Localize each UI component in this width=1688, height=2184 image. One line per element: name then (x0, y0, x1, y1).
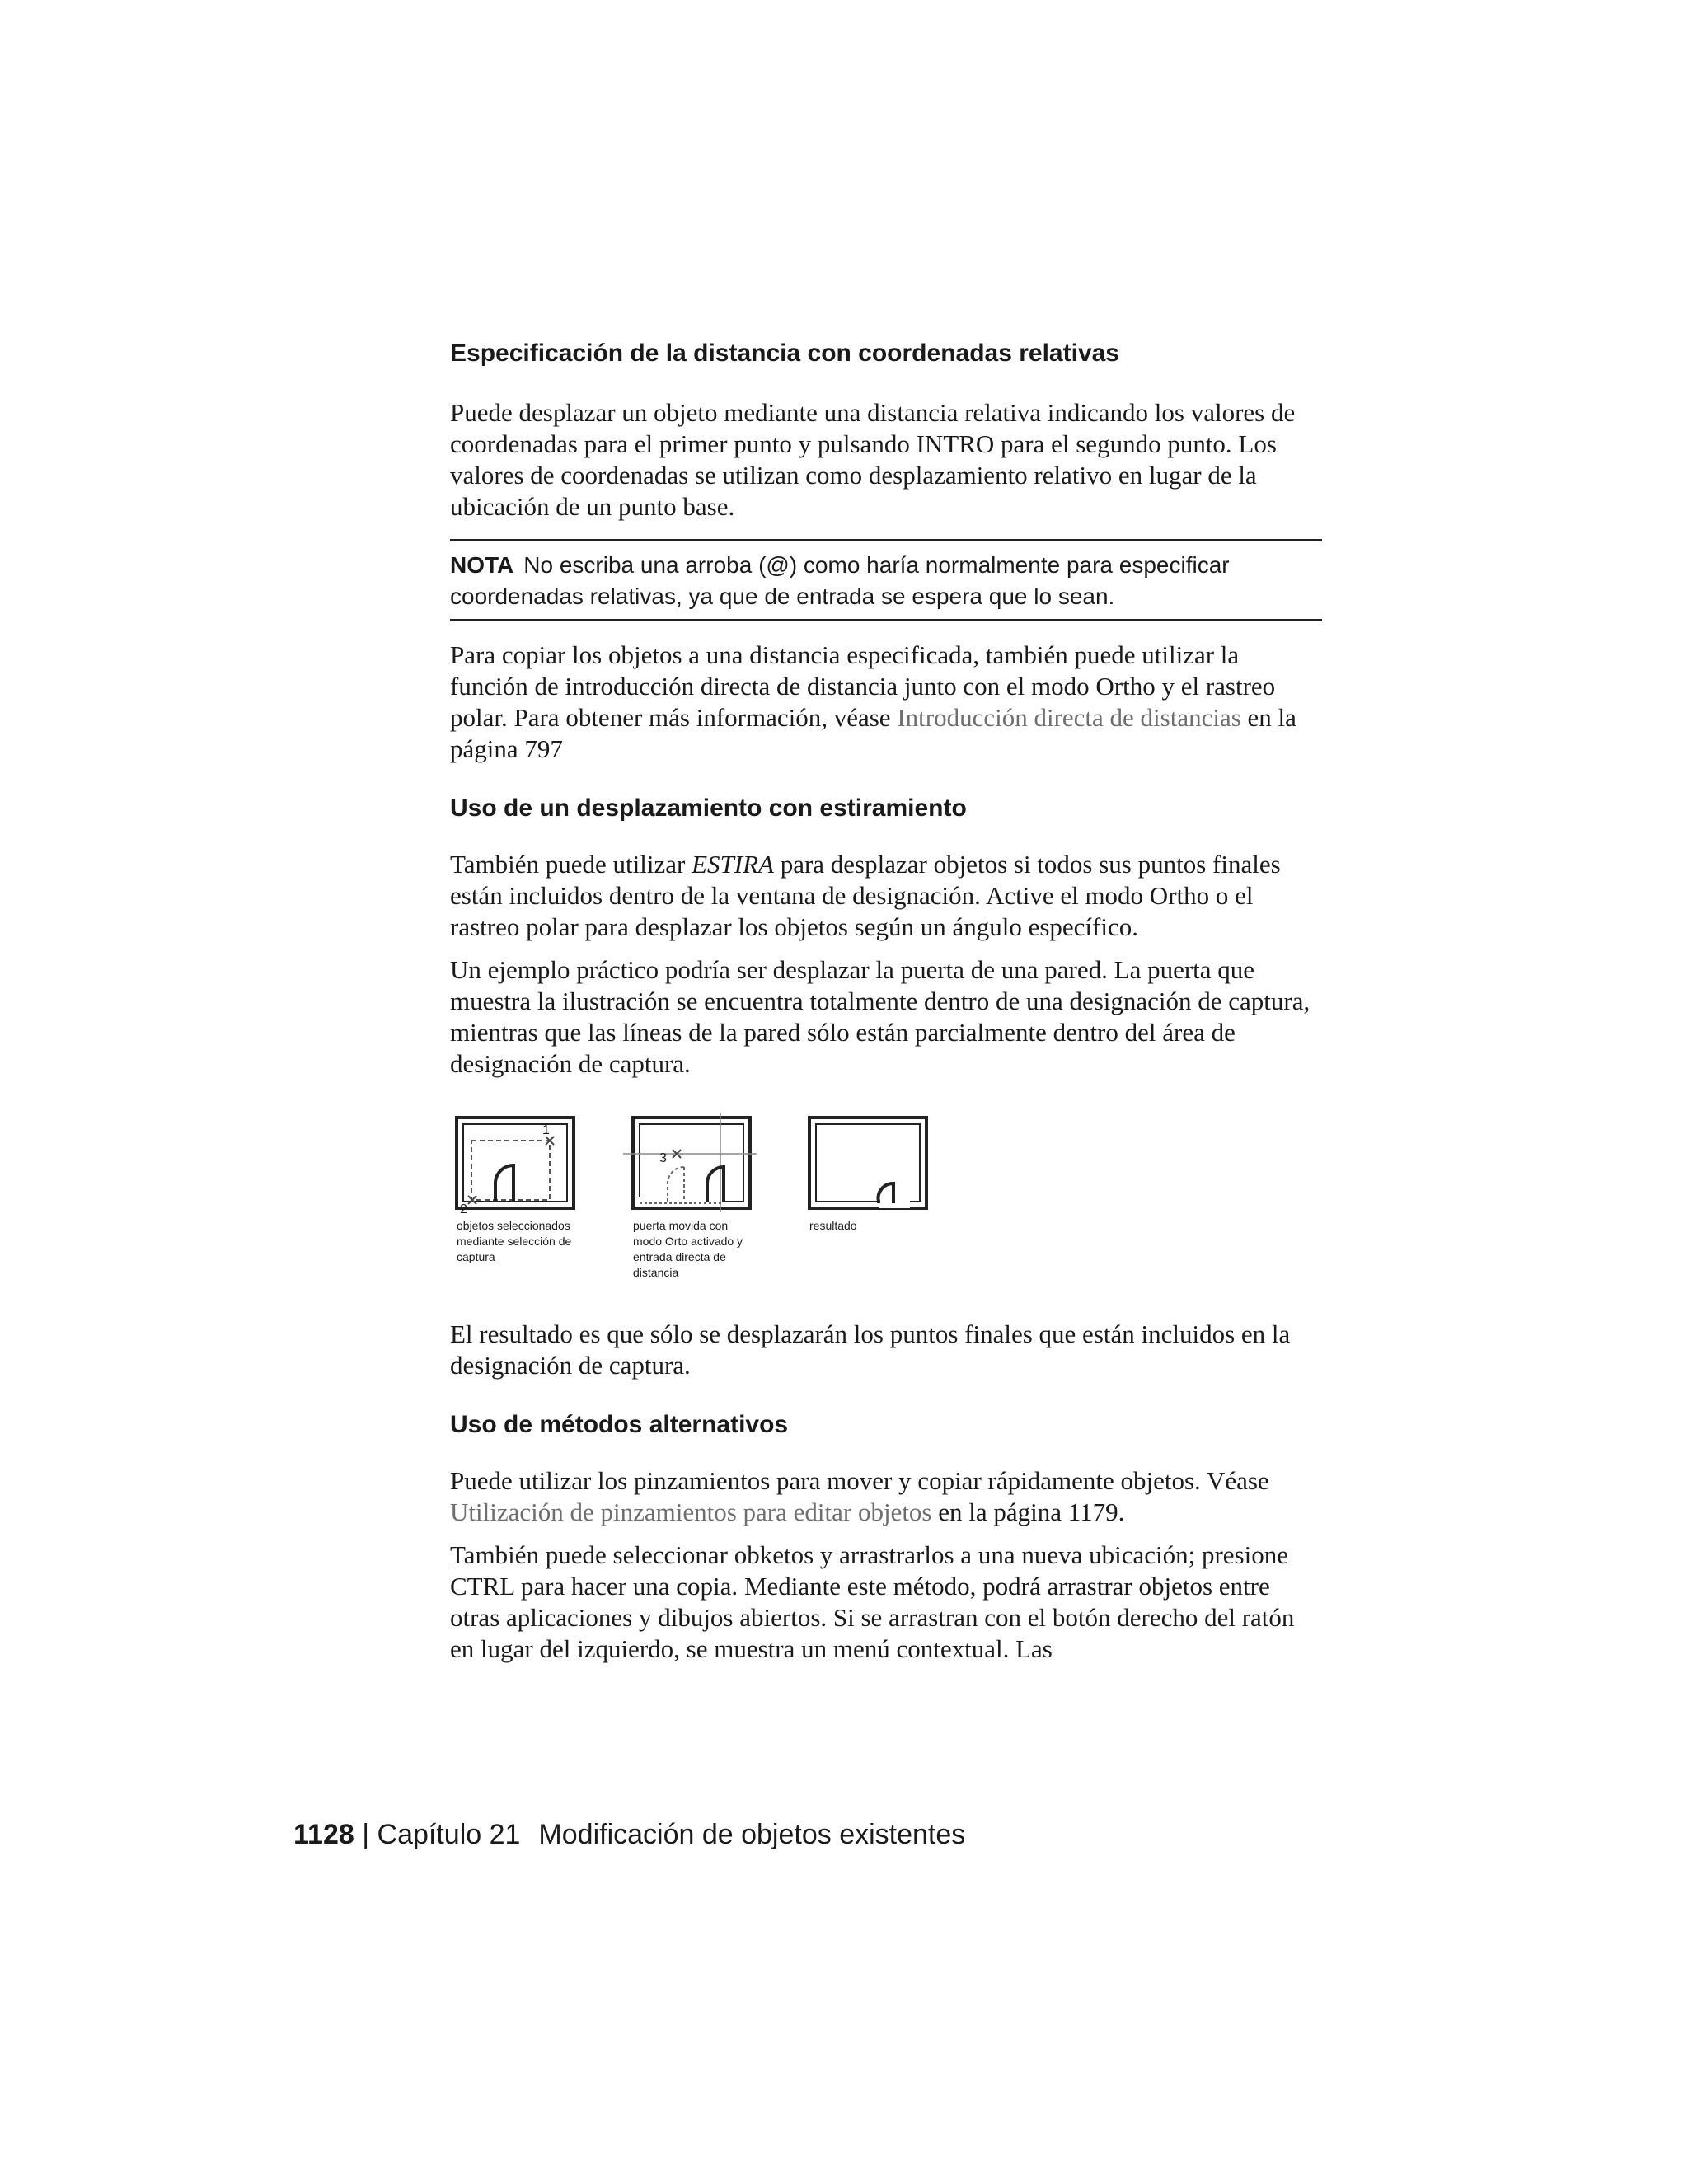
wall-inner (816, 1124, 920, 1202)
link-using-grips[interactable]: Utilización de pinzamientos para editar objetos (450, 1497, 932, 1526)
page-footer (293, 1816, 965, 1853)
paragraph-copy-page-ref: en la página 797 (450, 703, 1296, 763)
stretch-illustration (450, 1111, 1322, 1301)
caption-ortho-move (633, 1218, 743, 1281)
heading-alternative-methods: Uso de métodos alternativos (450, 1411, 789, 1438)
paragraph-grips-text: Puede utilizar los pinzamientos para mover y copiar rápidamente objetos. Véase (450, 1466, 1269, 1495)
caption-line: distancia (633, 1266, 679, 1279)
paragraph-copy-text: Para copiar los objetos a una distancia especificada, también puede utilizar la función de introducción directa de distancia junto con el modo Ortho y el rastreo polar. Para obtener más información, véase (450, 640, 1276, 732)
point-3-label: 3 (659, 1151, 667, 1165)
chapter-title: Modificación de objetos existentes (538, 1819, 966, 1850)
paragraph-grips (450, 1465, 1322, 1528)
point-2-label: 2 (460, 1202, 467, 1216)
footer-separator: | (362, 1819, 370, 1850)
note-box (450, 539, 1322, 621)
paragraph-grips-page-ref: en la página 1179. (931, 1497, 1125, 1526)
paragraph-copy-distance (450, 640, 1322, 765)
caption-line: mediante selección de (457, 1235, 572, 1248)
chapter-label: Capítulo 21 (377, 1819, 521, 1850)
paragraph-drag: También puede seleccionar obketos y arrastrarlos a una nueva ubicación; presione CTRL para hacer una copia. Mediante este método, podrá arrastrar objetos entre otras aplicaciones y dibujos abiertos. Si se arrastran con el botón derecho del ratón en lugar del izquierdo, se muestra un menú contextual. Las (450, 1540, 1295, 1663)
stretch-diagram (450, 1111, 1322, 1301)
note-text: No escriba una arroba (@) como haría normalmente para especificar coordenadas relativas, ya que de entrada se espera que lo sean. (450, 552, 1230, 609)
command-stretch: ESTIRA (692, 850, 774, 879)
caption-line: objetos seleccionados (457, 1219, 570, 1232)
caption-line: modo Orto activado y (633, 1235, 743, 1248)
caption-line: puerta movida con (633, 1219, 729, 1232)
wall-outer (809, 1118, 926, 1208)
wall-inner (640, 1124, 743, 1202)
caption-line: captura (457, 1250, 495, 1263)
heading-stretch-move: Uso de un desplazamiento con estiramiento (450, 794, 967, 822)
heading-relative-coordinates: Especificación de la distancia con coordenadas relativas (450, 340, 1119, 367)
page-content (450, 338, 1322, 1665)
panel-ortho-move (623, 1113, 757, 1212)
panel-result (809, 1118, 926, 1208)
caption-crossing-selection (457, 1218, 571, 1265)
caption-line: resultado (809, 1219, 857, 1232)
point-1-label: 1 (542, 1123, 550, 1137)
paragraph-stretch-rest: para desplazar objetos si todos sus puntos finales están incluidos dentro de la ventana de designación. Active el modo Ortho o el rastreo polar para desplazar los objetos según un ángulo específico. (450, 850, 1281, 941)
door-moved (707, 1167, 724, 1202)
panel-crossing-selection (457, 1118, 574, 1208)
paragraph-stretch (450, 849, 1322, 943)
caption-result (809, 1218, 857, 1234)
wall-outer (633, 1118, 750, 1208)
caption-line: entrada directa de (633, 1250, 726, 1263)
note-label: NOTA (450, 552, 514, 578)
paragraph-result: El resultado es que sólo se desplazarán los puntos finales que están incluidos en la designación de captura. (450, 1319, 1291, 1380)
page-number: 1128 (293, 1819, 354, 1850)
paragraph-stretch-start: También puede utilizar (450, 850, 692, 879)
link-direct-distance-entry[interactable]: Introducción directa de distancias (897, 703, 1241, 732)
paragraph-relative-distance: Puede desplazar un objeto mediante una distancia relativa indicando los valores de coordenadas para el primer punto y pulsando INTRO para el segundo punto. Los valores de coordenadas se utilizan como desplazamiento relativo en lugar de la ubicación de un punto base. (450, 398, 1296, 521)
paragraph-door-example: Un ejemplo práctico podría ser desplazar la puerta de una pared. La puerta que muestra la ilustración se encuentra totalmente dentro de una designación de captura, mientras que las líneas de la pared sólo están parcialmente dentro del área de designación de captura. (450, 955, 1311, 1078)
crossing-window (471, 1141, 550, 1200)
door-arc (495, 1165, 513, 1202)
door-original-ghost (668, 1167, 684, 1202)
